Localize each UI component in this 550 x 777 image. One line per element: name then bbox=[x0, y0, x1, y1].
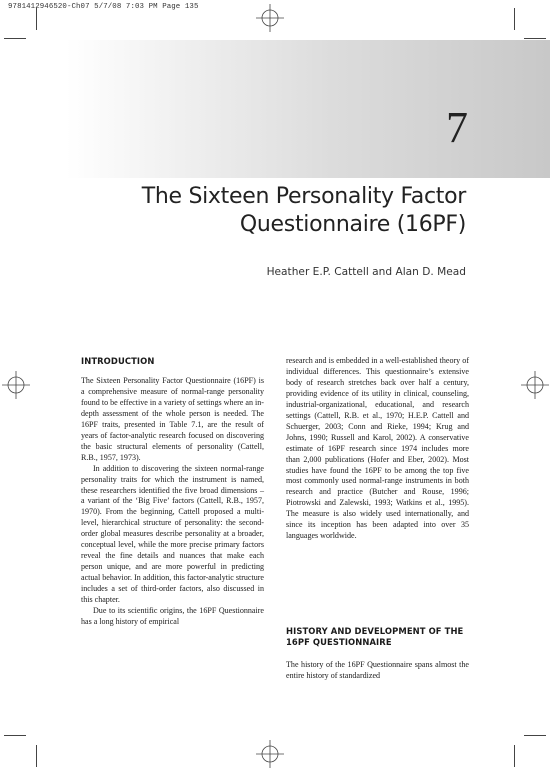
paragraph: The Sixteen Personality Factor Questionnaire (16PF) is a comprehensive measure of normal-range personality found to be effective in a variety of settings where an in-depth assessment of the whole person is needed. The 16PF traits, presented in Table 7.1, are the result of years of factor-analytic research focused on discovering the basic structural elements of personality (Cattell, R.B., 1957, 1973). bbox=[81, 376, 264, 462]
column-right-history bbox=[286, 660, 469, 682]
crop-mark bbox=[36, 745, 37, 767]
section-heading-history-line2: 16PF QUESTIONNAIRE bbox=[286, 637, 392, 647]
printer-slug: 9781412946520-Ch07 5/7/08 7:03 PM Page 135 bbox=[8, 3, 199, 11]
section-heading-introduction: INTRODUCTION bbox=[81, 356, 155, 366]
section-heading-history bbox=[286, 626, 469, 648]
paragraph: Due to its scientific origins, the 16PF Questionnaire has a long history of empirical bbox=[81, 606, 264, 626]
registration-mark-right bbox=[521, 371, 549, 399]
registration-mark-left bbox=[2, 371, 30, 399]
chapter-number: 7 bbox=[446, 103, 468, 152]
crop-mark bbox=[524, 735, 546, 736]
crop-mark bbox=[524, 38, 546, 39]
paragraph: research and is embedded in a well-established theory of individual differences. This questionnaire’s extensive body of research stretches back over half a century, providing evidence of its utility in clinical, counseling, industrial-organizational, educational, and research settings (Cattell, R.B. et al., 1970; H.E.P. Cattell and Schuerger, 2003; Conn and Rieke, 1994; Krug and Johns, 1990; Russell and Karol, 2002). A conservative estimate of 16PF research since 1974 includes more than 2,000 publications (Hofer and Eber, 2002). Most studies have found the 16PF to be among the top five most commonly used normal-range instruments in both research and practice (Butcher and Rouse, 1996; Piotrowski and Zalewski, 1993; Watkins et al., 1995). The measure is also widely used internationally, and since its inception has been adapted into over 35 languages worldwide. bbox=[286, 356, 469, 541]
registration-mark-bottom bbox=[256, 740, 284, 768]
chapter-header-band bbox=[66, 40, 550, 178]
column-left bbox=[81, 356, 264, 628]
chapter-title-line2: Questionnaire (16PF) bbox=[239, 212, 466, 237]
crop-mark bbox=[514, 8, 515, 30]
crop-mark bbox=[4, 735, 26, 736]
paragraph: The history of the 16PF Questionnaire spans almost the entire history of standardized bbox=[286, 660, 469, 680]
registration-mark-top bbox=[256, 4, 284, 32]
crop-mark bbox=[514, 745, 515, 767]
chapter-title bbox=[86, 183, 466, 239]
chapter-title-line1: The Sixteen Personality Factor bbox=[141, 184, 466, 209]
crop-mark bbox=[36, 8, 37, 30]
crop-mark bbox=[4, 38, 26, 39]
column-right bbox=[286, 356, 469, 542]
section-heading-history-line1: HISTORY AND DEVELOPMENT OF THE bbox=[286, 626, 464, 636]
paragraph: In addition to discovering the sixteen normal-range personality traits for which the instrument is named, these researchers identified the five broad dimensions – a variant of the ‘Big Five’ factors (Cattell, R.B., 1957, 1970). From the beginning, Cattell proposed a multi-level, hierarchical structure of personality: the second-order global measures describe personality at a broader, conceptual level, while the more precise primary factors reveal the fine details and nuances that make each person unique, and are more powerful in predicting actual behavior. In addition, this factor-analytic structure includes a set of third-order factors, also discussed in this chapter. bbox=[81, 463, 264, 605]
chapter-authors: Heather E.P. Cattell and Alan D. Mead bbox=[266, 266, 466, 278]
